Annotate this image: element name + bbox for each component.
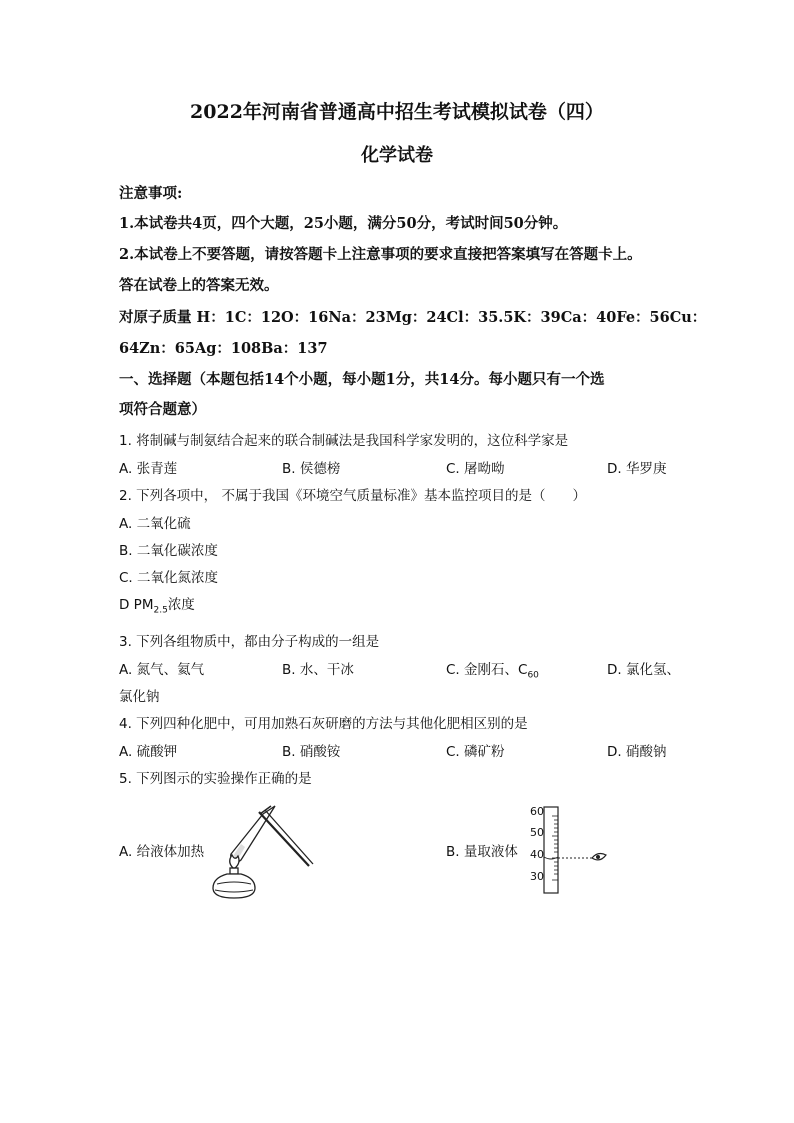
question-3-stem: 3. 下列各组物质中，都由分子构成的一组是 [119, 634, 380, 650]
notes-heading: 注意事项: [119, 185, 183, 202]
question-4-stem: 4. 下列四种化肥中，可用加熟石灰研磨的方法与其他化肥相区别的是 [119, 716, 528, 732]
section-heading: 一、选择题（本题包括14个小题，每小题1分，共14分。每小题只有一个选 [119, 371, 605, 388]
exam-title: 2022年河南省普通高中招生考试模拟试卷（四） [190, 101, 604, 123]
question-5-stem: 5. 下列图示的实验操作正确的是 [119, 771, 312, 787]
note-item-2-cont: 答在试卷上的答案无效。 [119, 277, 279, 294]
question-2-option-a: A. 二氧化硫 [119, 516, 191, 532]
question-2-option-c: C. 二氧化氮浓度 [119, 570, 219, 586]
question-3-option-c [446, 658, 539, 681]
question-1-option-b: B. 侯德榜 [282, 461, 341, 477]
cylinder-scale-40: 40 [530, 848, 544, 861]
question-2-option-d-prefix: D PM [119, 597, 154, 613]
question-3-option-d-cont: 氯化钠 [119, 689, 160, 705]
note-item-2: 2.本试卷上不要答题，请按答题卡上注意事项的要求直接把答案填写在答题卡上。 [119, 246, 642, 263]
question-1-option-d: D. 华罗庚 [607, 461, 667, 477]
question-2-option-d-suffix: 浓度 [167, 597, 195, 613]
question-5-option-b: B. 量取液体 [446, 844, 518, 860]
exam-subtitle: 化学试卷 [361, 145, 433, 166]
question-2-option-d [119, 593, 195, 616]
cylinder-scale-50: 50 [530, 826, 544, 839]
heating-liquid-figure [205, 800, 320, 900]
question-4-option-a: A. 硫酸钾 [119, 744, 178, 760]
question-1-stem: 1. 将制碱与制氨结合起来的联合制碱法是我国科学家发明的，这位科学家是 [119, 433, 569, 449]
question-5-option-a: A. 给液体加热 [119, 844, 205, 860]
eye-icon [592, 854, 606, 860]
question-2-option-d-subscript: 2.5 [153, 605, 168, 616]
question-2-stem: 2. 下列各项中， 不属于我国《环境空气质量标准》基本监控项目的是（ ） [119, 488, 586, 504]
question-4-option-c: C. 磷矿粉 [446, 744, 505, 760]
atomic-mass-line-1: 对原子质量 H：1C：12O：16Na：23Mg：24Cl：35.5K：39Ca：40Fe：56Cu： [119, 309, 707, 326]
question-1-option-c: C. 屠呦呦 [446, 461, 505, 477]
question-3-option-b: B. 水、干冰 [282, 662, 354, 678]
question-3-option-d: D. 氯化氢、 [607, 662, 680, 678]
question-4-option-b: B. 硝酸铵 [282, 744, 341, 760]
cylinder-scale-60: 60 [530, 805, 544, 818]
question-3-option-c-text: C. 金刚石、C [446, 662, 528, 678]
cylinder-scale-30: 30 [530, 870, 544, 883]
question-4-option-d: D. 硝酸钠 [607, 744, 667, 760]
atomic-mass-line-2: 64Zn：65Ag：108Ba：137 [119, 340, 328, 357]
question-3-option-c-subscript: 60 [527, 670, 539, 681]
question-3-option-a: A. 氮气、氦气 [119, 662, 205, 678]
question-2-option-b: B. 二氧化碳浓度 [119, 543, 218, 559]
question-1-option-a: A. 张青莲 [119, 461, 178, 477]
note-item-1: 1.本试卷共4页，四个大题，25小题，满分50分，考试时间50分钟。 [119, 215, 568, 232]
section-heading-cont: 项符合题意） [119, 401, 206, 418]
